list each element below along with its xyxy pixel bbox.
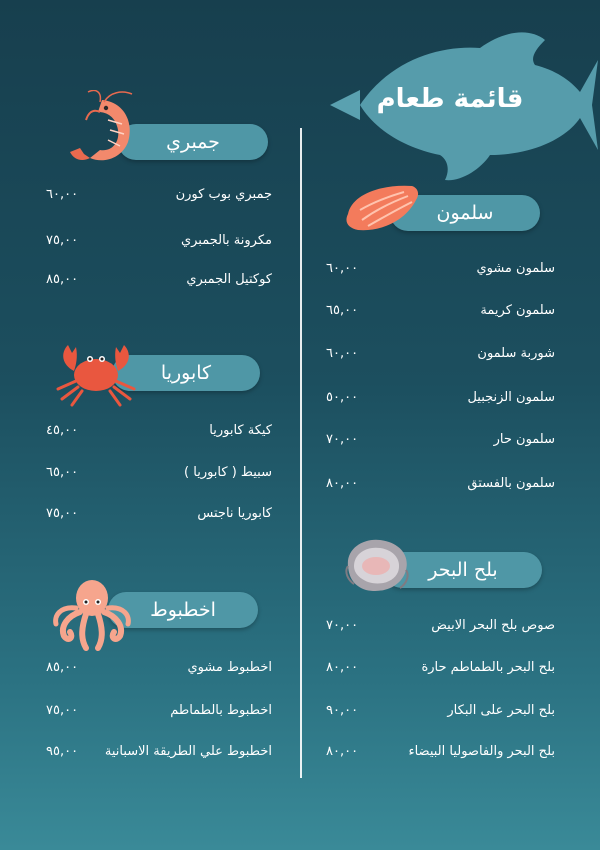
list-item: سلمون مشوي ٦٠,٠٠ (326, 260, 555, 276)
list-item: بلح البحر على البكار ٩٠,٠٠ (326, 702, 555, 718)
list-item: اخطبوط مشوي ٨٥,٠٠ (46, 659, 272, 675)
section-label: سلمون (436, 202, 494, 224)
page-title: قائمة طعام (376, 84, 524, 114)
section-label: جمبري (166, 131, 220, 153)
oyster-icon (340, 536, 412, 596)
section-label: كابوريا (160, 362, 212, 384)
list-item: سلمون كريمة ٦٥,٠٠ (326, 302, 555, 318)
octopus-icon (50, 576, 134, 654)
list-item: كيكة كابوريا ٤٥,٠٠ (46, 422, 272, 438)
shrimp-icon (62, 90, 142, 170)
crab-icon (52, 335, 140, 407)
list-item: اخطبوط علي الطريقة الاسبانية ٩٥,٠٠ (46, 743, 272, 759)
list-item: سلمون بالفستق ٨٠,٠٠ (326, 475, 555, 491)
list-item: اخطبوط بالطماطم ٧٥,٠٠ (46, 702, 272, 718)
list-item: شوربة سلمون ٦٠,٠٠ (326, 345, 555, 361)
list-item: مكرونة بالجمبري ٧٥,٠٠ (46, 232, 272, 248)
section-label: اخطبوط (150, 599, 216, 621)
list-item: بلح البحر بالطماطم حارة ٨٠,٠٠ (326, 659, 555, 675)
list-item: سلمون الزنجبيل ٥٠,٠٠ (326, 389, 555, 405)
list-item: بلح البحر والفاصوليا البيضاء ٨٠,٠٠ (326, 743, 555, 759)
section-label: بلح البحر (428, 559, 498, 581)
column-divider (300, 128, 302, 778)
list-item: جمبري بوب كورن ٦٠,٠٠ (46, 186, 272, 202)
list-item: سلمون حار ٧٠,٠٠ (326, 431, 555, 447)
list-item: كابوريا ناجتس ٧٥,٠٠ (46, 505, 272, 521)
list-item: سبيط ( كابوريا ) ٦٥,٠٠ (46, 464, 272, 480)
list-item: صوص بلح البحر الابيض ٧٠,٠٠ (326, 617, 555, 633)
list-item: كوكتيل الجمبري ٨٥,٠٠ (46, 271, 272, 287)
salmon-fillet-icon (342, 180, 422, 234)
